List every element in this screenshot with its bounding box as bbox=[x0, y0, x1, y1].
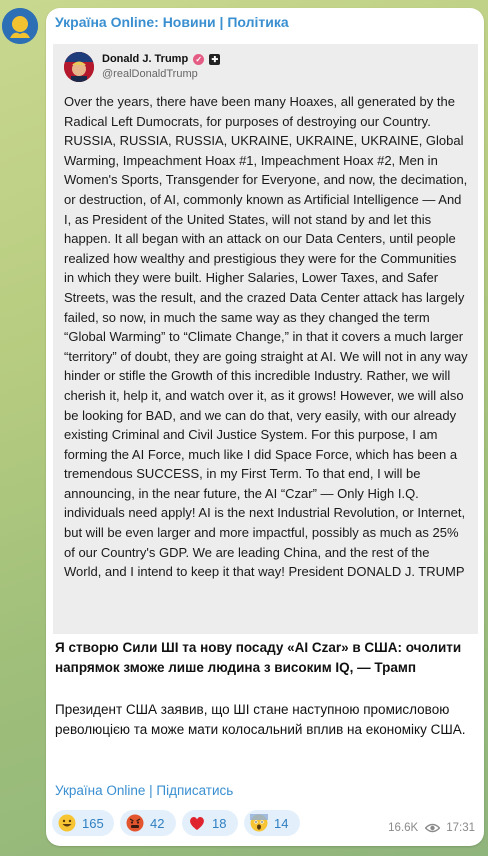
channel-name[interactable]: Україна Online: Новини | Політика bbox=[55, 14, 289, 30]
tweet-screenshot bbox=[53, 44, 478, 634]
verified-badge-icon: ✓ bbox=[193, 54, 204, 65]
channel-avatar[interactable] bbox=[2, 8, 38, 44]
platform-logo-icon: ✚ bbox=[209, 54, 220, 65]
message-meta bbox=[388, 822, 475, 834]
tweet-author-line bbox=[102, 53, 220, 65]
subscribe-link[interactable]: Україна Online | Підписатись bbox=[55, 783, 234, 798]
message-bubble bbox=[46, 8, 484, 846]
reaction-heart[interactable] bbox=[182, 810, 238, 836]
view-count: 16.6K bbox=[388, 822, 419, 834]
reaction-grinning[interactable] bbox=[52, 810, 114, 836]
post-body: Президент США заявив, що ШІ стане наступною промисловою революцією та може мати колосальний вплив на економіку США. bbox=[55, 702, 466, 737]
reaction-count: 14 bbox=[274, 815, 289, 831]
tweet-author-handle: @realDonaldTrump bbox=[102, 68, 198, 80]
eye-icon bbox=[425, 823, 440, 833]
tweet-author-avatar bbox=[64, 52, 94, 82]
screaming-face-icon bbox=[250, 814, 268, 832]
angry-face-icon bbox=[126, 814, 144, 832]
reaction-angry[interactable] bbox=[120, 810, 176, 836]
reaction-screaming[interactable] bbox=[244, 810, 300, 836]
tweet-author-name: Donald J. Trump bbox=[102, 53, 189, 65]
reaction-count: 165 bbox=[82, 815, 104, 831]
red-heart-icon bbox=[188, 814, 206, 832]
reaction-count: 18 bbox=[212, 815, 227, 831]
post-image[interactable] bbox=[46, 36, 484, 634]
post-headline: Я створю Сили ШІ та нову посаду «AI Czar» в США: очолити напрямок зможе лише людина з високим IQ, — Трамп bbox=[55, 640, 462, 675]
message-time: 17:31 bbox=[446, 822, 475, 834]
tweet-text: Over the years, there have been many Hoaxes, all generated by the Radical Left Dumocrats, for purposes of destroying our Country. RUSSIA, RUSSIA, RUSSIA, UKRAINE, UKRAINE, UKRAINE, Global Warming, Impeachment Hoax #1, Impeachment Hoax #2, Men in Women's Sports, Transgender for Everyone, and now, the decimation, or destruction, of AI, commonly known as Artificial Intelligence — And I, as President of the United States, will not stand by and let this happen. It all began with an attack on our Data Centers, until people realized how wealthy and prestigious they were for the Communities in which they were built. Higher Salaries, Lower Taxes, and Safer Streets, was the result, and the crazed Data Center attack has largely failed, so now, in much the same way as they changed the term “Global Warming” to “Climate Change,” in that it covers a much larger “territory” of doubt, they are going straight at AI. We will not in any way hinder or stifle the Growth of this incredible Industry. Rather, we will cherish it, help it, and watch over it, as it grows! However, we will also be looking for BAD, and we can do that, very easily, with our already existing Criminal and Civil Justice System. For this purpose, I am forming the AI Force, much like I did Space Force, which has been a tremendous SUCCESS, in my First Term. To that end, I will be announcing, in the near future, the AI “Czar” — Only High I.Q. individuals need apply! AI is the next Industrial Revolution, or Internet, but will be even larger and more impactful, possibly as much as 25% of our Country's GDP. We are leading China, and the rest of the World, and I intend to keep it that way! President DONALD J. TRUMP bbox=[64, 94, 468, 580]
grinning-face-icon bbox=[58, 814, 76, 832]
reaction-count: 42 bbox=[150, 815, 165, 831]
